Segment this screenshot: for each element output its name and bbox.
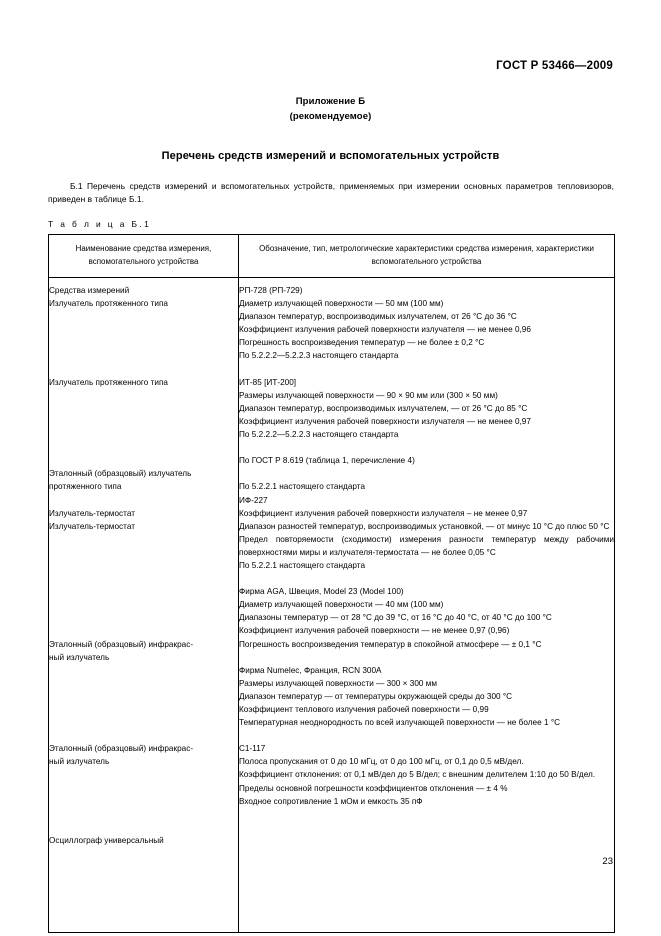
spec-group [239, 454, 614, 467]
measurement-instruments-table [48, 234, 615, 933]
group-spacer [49, 494, 238, 507]
spec-line: Диапазон разностей температур, воспроизводимых установкой, — от минус 10 °С до плюс 50 °С [239, 521, 610, 531]
instrument-name-line: Осциллограф универсальный [49, 836, 164, 846]
table-caption: Т а б л и ц а Б.1 [48, 219, 152, 229]
instrument-name-line: Эталонный (образцовый) излучатель [49, 469, 192, 479]
spec-line: Пределы основной погрешности коэффициентов отклонения — ± 4 % [239, 783, 508, 793]
group-spacer [239, 467, 614, 480]
spec-line: По 5.2.2.2—5.2.2.3 настоящего стандарта [239, 351, 399, 361]
spec-line: Диапазон температур, воспроизводимых излучателем, — от 26 °С до 85 °С [239, 403, 528, 413]
spec-line: Диапазоны температур — от 28 °С до 39 °С, от 16 °С до 40 °С, от 40 °С до 100 °С [239, 613, 552, 623]
table-head [49, 235, 615, 278]
spec-line: Коэффициент излучения рабочей поверхности излучателя — не менее 0,96 [239, 325, 531, 335]
spec-line: По 5.2.2.2—5.2.2.3 настоящего стандарта [239, 430, 399, 440]
spec-line: Коэффициент излучения рабочей поверхности — не менее 0,97 (0,96) [239, 626, 510, 636]
spec-line: Погрешность воспроизведения температур — не более ± 0,2 °С [239, 338, 485, 348]
annex-subtitle: (рекомендуемое) [289, 111, 372, 122]
specs-column-content [239, 278, 614, 814]
table-body [49, 278, 615, 933]
spec-line: Размеры излучающей поверхности — 300 × 300 мм [239, 678, 438, 688]
instrument-name-line: Средства измерений [49, 286, 130, 295]
spec-line: По 5.2.2.1 настоящего стандарта [239, 482, 366, 492]
spec-line: Диапазон температур, воспроизводимых излучателем, от 26 °С до 36 °С [239, 312, 517, 322]
table-cell-names [49, 278, 239, 933]
spec-line: Коэффициент излучения рабочей поверхности излучателя — не менее 0,97 [239, 416, 531, 426]
spec-line: Температурная неоднородность по всей излучающей поверхности — не более 1 °С [239, 718, 561, 728]
spec-line: Размеры излучающей поверхности — 90 × 90 мм или (300 × 50 мм) [239, 390, 498, 400]
spec-line: Коэффициент отклонения: от 0,1 мВ/дел до 5 В/дел; с внешним делителем 1:10 до 50 В/дел. [239, 770, 596, 780]
spec-line: ИТ-85 [ИТ-200] [239, 377, 297, 387]
spec-line: По 5.2.2.1 настоящего стандарта [239, 560, 366, 570]
instrument-name-line: протяженного типа [49, 482, 122, 492]
spec-line: Входное сопротивление 1 мОм и емкость 35 пФ [239, 796, 423, 806]
running-head-standard-number: ГОСТ Р 53466—2009 [496, 60, 613, 72]
spec-line: Погрешность воспроизведения температур в спокойной атмосфере — ± 0,1 °С [239, 639, 542, 649]
cell-bottom-pad [49, 926, 238, 932]
group-spacer [49, 729, 238, 742]
instrument-name-group [49, 834, 238, 926]
instrument-name-line: Эталонный (образцовый) инфракрас- [49, 744, 194, 754]
names-column-content [49, 278, 238, 932]
table-header-name: Наименование средства измерения, вспомогательного устройства [49, 235, 239, 278]
instrument-name-group [49, 284, 238, 363]
instrument-name-line: ный излучатель [49, 652, 110, 662]
cell-bottom-pad [239, 808, 614, 814]
instrument-name-group [49, 742, 238, 821]
group-spacer [49, 454, 238, 467]
spec-line: Фирма Numelec, Франция, RCN 300А [239, 665, 382, 675]
intro-paragraph: Б.1 Перечень средств измерений и вспомогательных устройств, применяемых при измерении основных параметров тепловизоров, приведен в таблице Б.1. [48, 181, 614, 205]
spec-group [239, 664, 614, 729]
spec-line: С1-117 [239, 744, 266, 754]
spec-group [239, 284, 614, 363]
annex-heading-block [0, 94, 661, 124]
spec-group [239, 742, 614, 807]
group-spacer [49, 363, 238, 376]
instrument-name-group [49, 376, 238, 455]
table-header-row [49, 235, 615, 278]
instrument-name-line: Излучатель-термостат [49, 521, 135, 531]
group-spacer [49, 625, 238, 638]
instrument-name-line: Эталонный (образцовый) инфракрас- [49, 639, 194, 649]
table-header-spec: Обозначение, тип, метрологические характеристики средства измерения, характеристики вспомогательного устройства [239, 235, 615, 278]
table-wrapper [48, 234, 614, 933]
section-title: Перечень средств измерений и вспомогательных устройств [161, 150, 500, 162]
instrument-name-line: Излучатель-термостат [49, 508, 135, 518]
spec-line: Фирма AGA, Швеция, Model 23 (Model 100) [239, 587, 404, 597]
spec-line: ИФ-227 [239, 495, 268, 505]
instrument-name-group [49, 467, 238, 493]
spec-group [239, 376, 614, 441]
instrument-name-line: Излучатель протяженного типа [49, 299, 168, 309]
table-cell-specs [239, 278, 615, 933]
spec-line: Диапазон температур — от температуры окружающей среды до 300 °С [239, 691, 513, 701]
group-spacer [239, 441, 614, 454]
spec-line: Коэффициент теплового излучения рабочей поверхности — 0,99 [239, 705, 489, 714]
annex-title: Приложение Б [295, 96, 366, 107]
instrument-name-group [49, 507, 238, 625]
group-spacer [239, 363, 614, 376]
instrument-name-line: Излучатель протяженного типа [49, 377, 168, 387]
group-spacer [49, 821, 238, 834]
page-number: 23 [602, 856, 613, 867]
spec-line: По ГОСТ Р 8.619 (таблица 1, перечисление 4) [239, 456, 415, 466]
spec-line: Коэффициент излучения рабочей поверхности излучателя – не менее 0,97 [239, 508, 528, 518]
group-spacer [239, 572, 614, 585]
instrument-name-group [49, 638, 238, 730]
spec-line: РП-728 (РП-729) [239, 286, 303, 295]
spec-line: Диаметр излучающей поверхности — 50 мм (100 мм) [239, 299, 444, 309]
spec-line: Предел повторяемости (сходимости) измерения разности температур между рабочими поверхностями миры и излучателя-термостата — не более 0,05 °С [239, 534, 614, 557]
spec-line: Полоса пропускания от 0 до 10 мГц, от 0 до 100 мГц, от 0,1 до 0,5 мВ/дел. [239, 757, 524, 767]
group-spacer [239, 651, 614, 664]
spec-group [239, 585, 614, 650]
spec-group [239, 480, 614, 572]
group-spacer [239, 729, 614, 742]
spec-line: Диаметр излучающей поверхности — 40 мм (100 мм) [239, 600, 444, 610]
instrument-name-line: ный излучатель [49, 757, 110, 767]
table-row [49, 278, 615, 933]
